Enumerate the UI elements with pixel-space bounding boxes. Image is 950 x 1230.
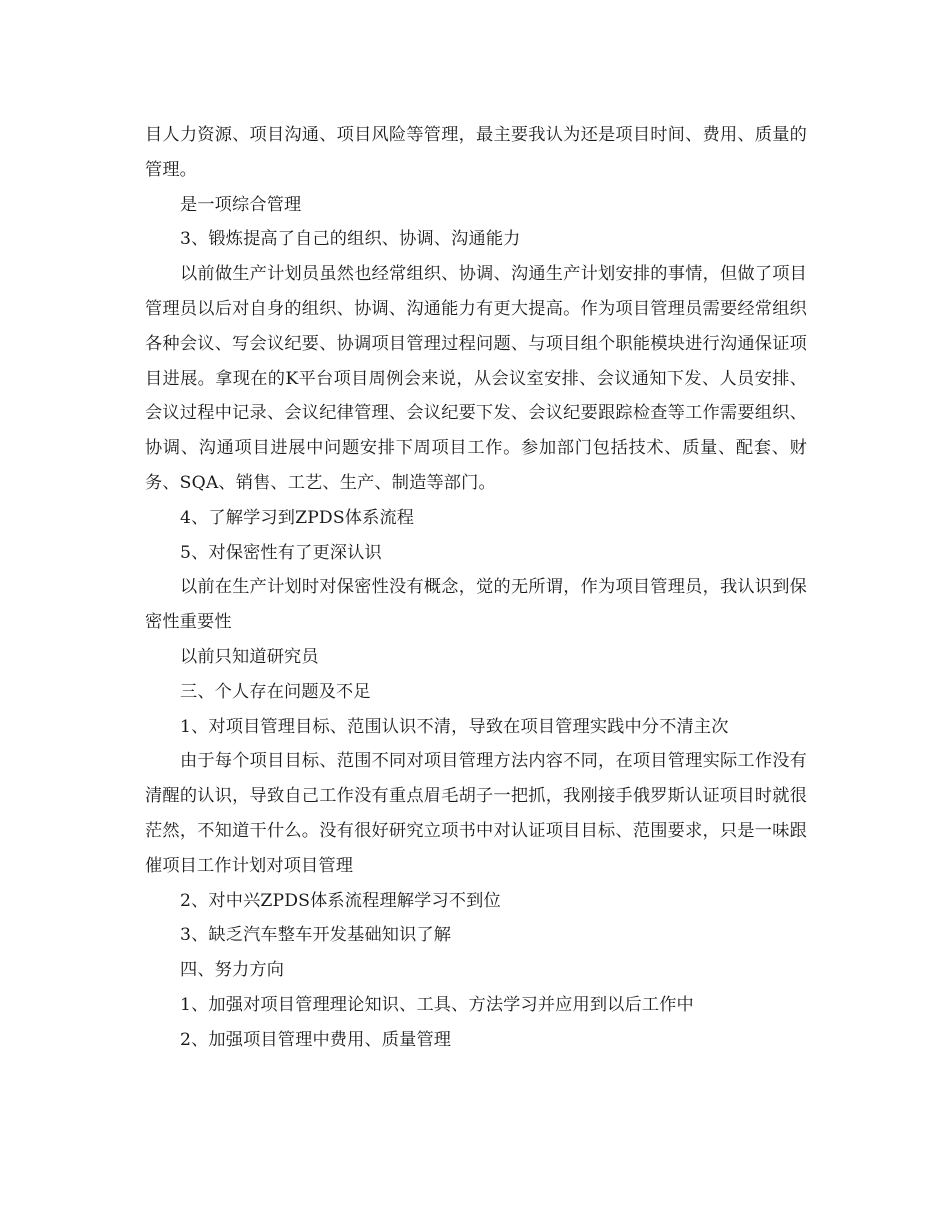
paragraph: 目人力资源、项目沟通、项目风险等管理，最主要我认为还是项目时间、费用、质量的管理。 (145, 125, 807, 180)
paragraph: 以前在生产计划时对保密性没有概念，觉的无所谓，作为项目管理员，我认识到保密性重要性 (145, 577, 807, 633)
section-heading: 四、努力方向 (180, 960, 285, 981)
list-item: 1、对项目管理目标、范围认识不清，导致在项目管理实践中分不清主次 (180, 716, 729, 737)
list-item: 2、加强项目管理中费用、质量管理 (180, 1029, 452, 1050)
list-item: 2、对中兴ZPDS体系流程理解学习不到位 (180, 890, 501, 911)
paragraph: 由于每个项目目标、范围不同对项目管理方法内容不同，在项目管理实际工作没有清醒的认识，导致自己工作没有重点眉毛胡子一把抓，我刚接手俄罗斯认证项目时就很茫然，不知道干什么。没有很好研究立项书中对认证项目目标、范围要求，只是一味跟催项目工作计划对项目管理 (145, 751, 807, 876)
list-item: 5、对保密性有了更深认识 (180, 542, 382, 563)
list-item: 1、加强对项目管理理论知识、工具、方法学习并应用到以后工作中 (180, 994, 694, 1015)
document-body (145, 118, 807, 1058)
list-item: 3、锻炼提高了自己的组织、协调、沟通能力 (180, 229, 521, 250)
paragraph: 以前只知道研究员 (180, 646, 319, 667)
list-item: 3、缺乏汽车整车开发基础知识了解 (180, 925, 452, 946)
section-heading: 三、个人存在问题及不足 (180, 681, 371, 702)
paragraph: 是一项综合管理 (180, 194, 302, 215)
list-item: 4、了解学习到ZPDS体系流程 (180, 507, 415, 528)
paragraph: 以前做生产计划员虽然也经常组织、协调、沟通生产计划安排的事情，但做了项目管理员以后对自身的组织、协调、沟通能力有更大提高。作为项目管理员需要经常组织各种会议、写会议纪要、协调项目管理过程问题、与项目组个职能模块进行沟通保证项目进展。拿现在的K平台项目周例会来说，从会议室安排、会议通知下发、人员安排、会议过程中记录、会议纪律管理、会议纪要下发、会议纪要跟踪检查等工作需要组织、协调、沟通项目进展中问题安排下周项目工作。参加部门包括技术、质量、配套、财务、SQA、销售、工艺、生产、制造等部门。 (145, 264, 807, 493)
